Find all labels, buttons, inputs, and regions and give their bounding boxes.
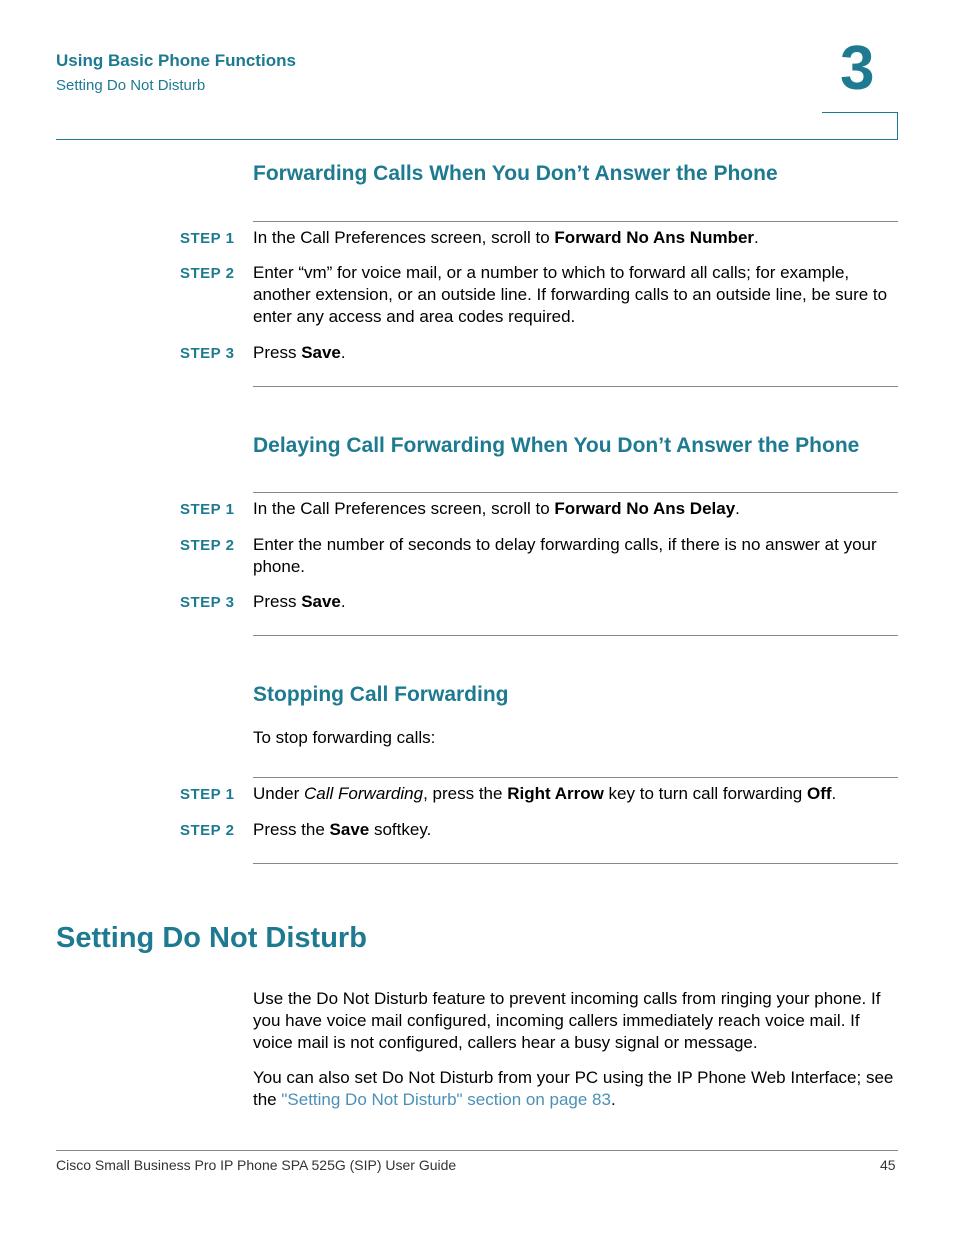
- section-divider: [253, 635, 898, 636]
- cross-reference-link[interactable]: "Setting Do Not Disturb" section on page 83: [281, 1090, 611, 1109]
- ui-term: Right Arrow: [507, 784, 604, 803]
- section-divider: [253, 863, 898, 864]
- step-label: STEP 1: [180, 786, 235, 803]
- section-heading-do-not-disturb: Setting Do Not Disturb: [56, 922, 367, 954]
- ui-term: Forward No Ans Delay: [554, 499, 736, 518]
- section-title-stopping-forwarding: Stopping Call Forwarding: [253, 683, 509, 706]
- footer-divider: [56, 1150, 898, 1151]
- header-divider: [56, 139, 898, 140]
- step-label: STEP 1: [180, 501, 235, 518]
- chapter-number: 3: [840, 34, 875, 103]
- ui-menu-name: Call Forwarding: [304, 784, 424, 803]
- step-text: Enter the number of seconds to delay forwarding calls, if there is no answer at your phone.: [253, 535, 877, 576]
- step-text: In the Call Preferences screen, scroll to Forward No Ans Delay.: [253, 499, 740, 518]
- intro-text: To stop forwarding calls:: [253, 728, 436, 747]
- step-text: Press Save.: [253, 592, 346, 611]
- section-subtitle: Setting Do Not Disturb: [56, 77, 206, 94]
- step-text: Press Save.: [253, 343, 346, 362]
- section-title-forwarding-no-answer: Forwarding Calls When You Don’t Answer the Phone: [253, 162, 778, 185]
- chapter-title: Using Basic Phone Functions: [56, 51, 296, 70]
- footer-guide-title: Cisco Small Business Pro IP Phone SPA 525G (SIP) User Guide: [56, 1157, 457, 1173]
- chapter-number-frame: [822, 112, 898, 139]
- step-label: STEP 2: [180, 822, 235, 839]
- step-text: In the Call Preferences screen, scroll to Forward No Ans Number.: [253, 228, 759, 247]
- step-label: STEP 3: [180, 594, 235, 611]
- ui-term: Save: [301, 343, 341, 362]
- step-label: STEP 2: [180, 265, 235, 282]
- ui-term: Off: [806, 784, 832, 803]
- step-text: Press the Save softkey.: [253, 820, 432, 839]
- step-text: Under Call Forwarding, press the Right Arrow key to turn call forwarding Off.: [253, 784, 837, 803]
- body-paragraph: Use the Do Not Disturb feature to prevent incoming calls from ringing your phone. If you have voice mail configured, incoming callers immediately reach voice mail. If voice mail is not configured, callers hear a busy signal or message.: [253, 989, 881, 1052]
- ui-term: Save: [301, 592, 341, 611]
- step-text: Enter “vm” for voice mail, or a number to which to forward all calls; for example, another extension, or an outside line. If forwarding calls to an outside line, be sure to enter any access and area codes required.: [253, 263, 888, 326]
- section-divider: [253, 221, 898, 222]
- step-label: STEP 1: [180, 230, 235, 247]
- section-divider: [253, 777, 898, 778]
- step-label: STEP 2: [180, 537, 235, 554]
- ui-term: Forward No Ans Number: [554, 228, 755, 247]
- section-divider: [253, 386, 898, 387]
- page-number: 45: [880, 1157, 896, 1173]
- ui-term: Save: [329, 820, 370, 839]
- step-label: STEP 3: [180, 345, 235, 362]
- body-paragraph: You can also set Do Not Disturb from your PC using the IP Phone Web Interface; see the "Setting Do Not Disturb" section on page 83.: [253, 1068, 894, 1109]
- section-title-delaying-forwarding: Delaying Call Forwarding When You Don’t Answer the Phone: [253, 434, 860, 457]
- section-divider: [253, 492, 898, 493]
